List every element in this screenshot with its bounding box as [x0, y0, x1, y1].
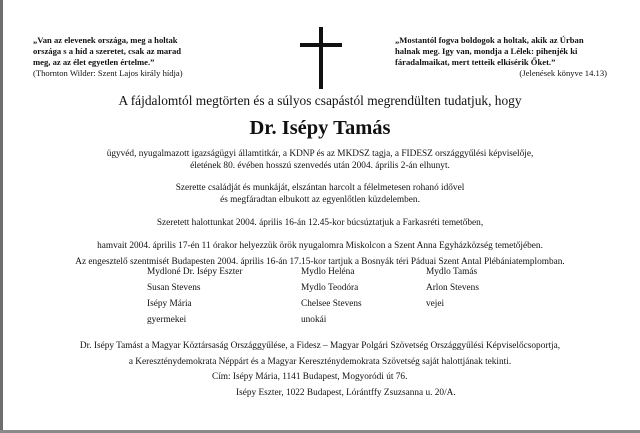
mourner-col3-2: Arlon Stevens: [426, 283, 479, 293]
quote-right-source: (Jelenések könyve 14.13): [519, 68, 607, 78]
cross-icon: [300, 27, 342, 89]
quote-right-line-1: „Mostantól fogva boldogok a holtak, akik az Úrban: [395, 35, 584, 45]
bio-line-2: életének 80. évében hosszú szenvedés után 2004. április 2-án elhunyt.: [190, 161, 450, 171]
bio-text: [0, 148, 640, 172]
funeral-line-1: Szeretett halottunkat 2004. április 16-án 12.45-kor búcsúztatjuk a Farkasréti temetőben,: [156, 218, 484, 228]
mourner-col2-2: Mydlo Teodóra: [301, 283, 359, 293]
announcement-intro: A fájdalomtól megtörten és a súlyos csapástól megrendülten tudatjuk, hogy: [118, 93, 522, 108]
deceased-name: Dr. Isépy Tamás: [249, 117, 391, 139]
quote-left: [33, 35, 253, 79]
bio-line-1: ügyvéd, nyugalmazott igazságügyi államtitkár, a KDNP és az MKDSZ tagja, a FIDESZ országgyűlési képviselője,: [106, 149, 534, 159]
mourner-col1-2: Susan Stevens: [147, 283, 201, 293]
honor-line-2: a Kereszténydemokrata Néppárt és a Magyar Kereszténydemokrata Szövetség saját halottjának tekinti.: [128, 357, 512, 367]
address-line-1: Cím: Isépy Mária, 1141 Budapest, Mogyoródi út 76.: [212, 372, 408, 382]
mourner-col1-relation: gyermekei: [147, 315, 187, 325]
honor-line-1: Dr. Isépy Tamást a Magyar Köztársaság Országgyűlése, a Fidesz – Magyar Polgári Szövetség Országgyűlési Képviselőcsoportja,: [79, 341, 561, 351]
mourner-col1-1: Mydloné Dr. Isépy Eszter: [147, 267, 243, 277]
life-line-2: és megfáradtan elbukott az egyenlőtlen küzdelemben.: [220, 195, 420, 205]
mourner-col2-1: Mydlo Heléna: [301, 267, 355, 277]
quote-right-line-2: halnak meg. Igy van, mondja a Lélek: pihenjék ki: [395, 46, 578, 56]
quote-left-source: (Thornton Wilder: Szent Lajos király hídja): [33, 68, 183, 78]
funeral-line-2: hamvait 2004. április 17-én 11 órakor helyezzük örök nyugalomra Miskolcon a Szent Anna Egyházközség temetőjében.: [97, 241, 543, 251]
quote-left-line-1: „Van az elevenek országa, meg a holtak: [33, 35, 178, 45]
funeral-line-3: Az engesztelő szentmisét Budapesten 2004. április 16-án 17.15-kor tartjuk a Bosnyák téri Páduai Szent Antal Plébániatemplomban.: [75, 257, 565, 267]
quote-left-line-2: országa s a híd a szeretet, csak az marad: [33, 46, 182, 56]
quote-right-line-3: fáradalmaikat, mert tetteik elkísérik Őket.”: [395, 57, 556, 67]
life-line-1: Szerette családját és munkáját, elszántan harcolt a félelmetesen rohanó idővel: [175, 183, 465, 193]
mourner-col2-3: Chelsee Stevens: [301, 299, 362, 309]
life-text: [0, 182, 640, 206]
quote-right: [395, 35, 607, 79]
mourner-col3-1: Mydlo Tamás: [426, 267, 478, 277]
mourner-col2-relation: unokái: [301, 315, 327, 325]
quote-left-line-3: meg, az az élet egyetlen értelme.”: [33, 57, 155, 67]
mourner-col1-3: Isépy Mária: [147, 299, 192, 309]
mourner-col3-relation: vejei: [426, 299, 445, 309]
address-line-2: Isépy Eszter, 1022 Budapest, Lórántffy Zsuzsanna u. 20/A.: [236, 388, 456, 398]
